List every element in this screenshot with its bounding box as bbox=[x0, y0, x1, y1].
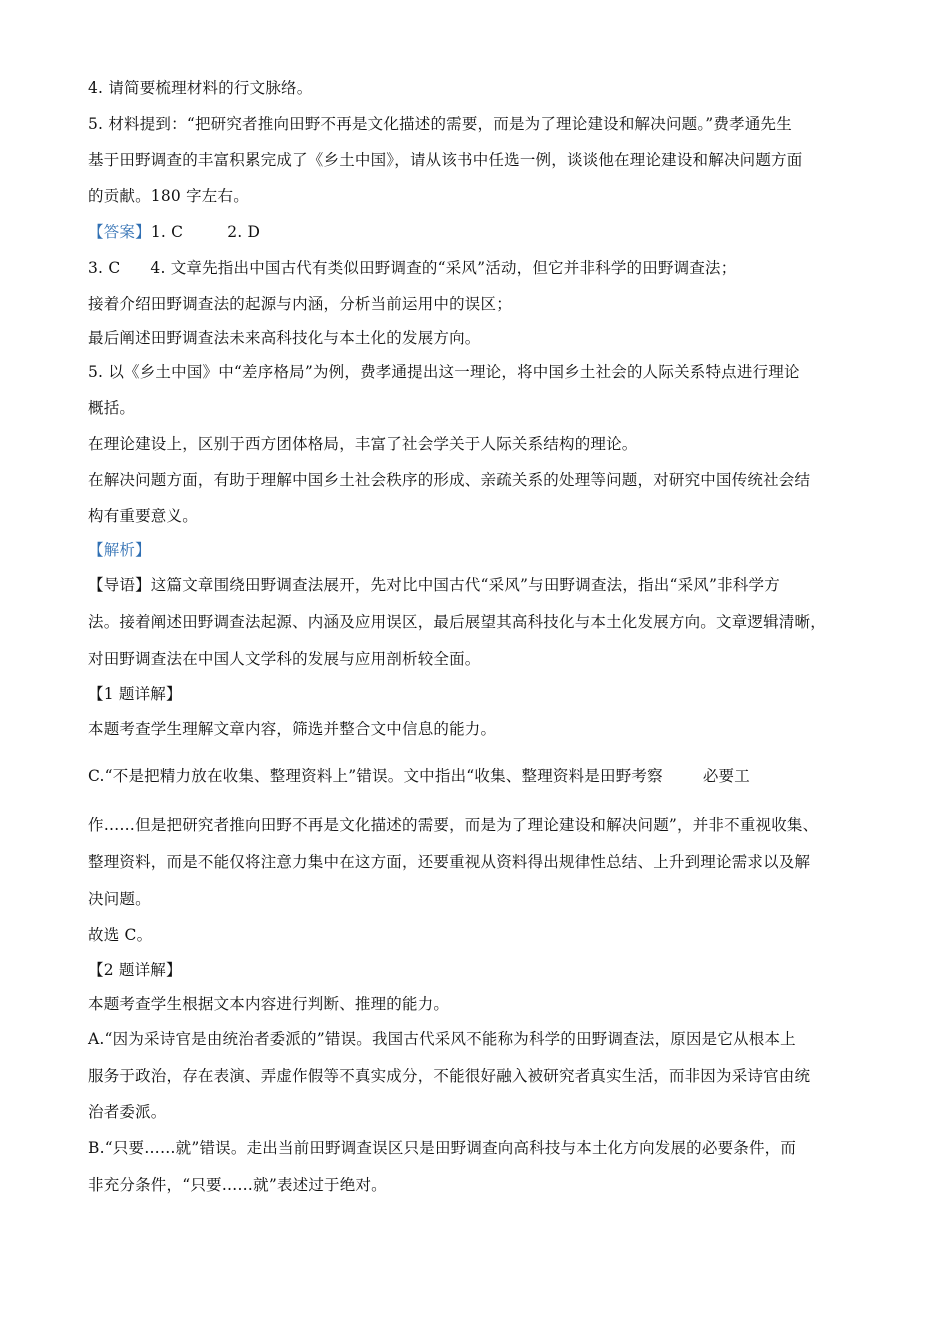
answer-row-1 bbox=[88, 222, 260, 242]
answer-4-line-2: 接着介绍田野调查法的起源与内涵，分析当前运用中的误区； bbox=[88, 295, 512, 313]
answer-4-line-3: 最后阐述田野调查法未来高科技化与本土化的发展方向。 bbox=[88, 329, 481, 347]
answer-3: 3. C bbox=[88, 259, 121, 277]
answer-5-line-2: 概括。 bbox=[88, 399, 136, 417]
question-5-line-1: 5. 材料提到：“把研究者推向田野不再是文化描述的需要，而是为了理论建设和解决问题。”费孝通先生 bbox=[88, 115, 792, 133]
question-5-line-2: 基于田野调查的丰富积累完成了《乡土中国》，请从该书中任选一例，谈谈他在理论建设和解决问题方面 bbox=[88, 151, 803, 169]
detail-2-title: 【2 题详解】 bbox=[88, 961, 182, 979]
answer-row-2 bbox=[88, 258, 736, 278]
answer-1: 1. C bbox=[150, 223, 184, 241]
detail-1-option-c-line-4: 决问题。 bbox=[88, 890, 151, 908]
detail-2-option-b-line-1: B.“只要……就”错误。走出当前田野调查误区只是田野调查向高科技与本土化方向发展的必要条件，而 bbox=[88, 1139, 797, 1157]
detail-2-option-a-line-3: 治者委派。 bbox=[88, 1103, 167, 1121]
detail-1-option-c-line-1-main: C.“不是把精力放在收集、整理资料上”错误。文中指出“收集、整理资料是田野考察 bbox=[88, 767, 663, 785]
answer-2: 2. D bbox=[227, 223, 261, 241]
question-4: 4. 请简要梳理材料的行文脉络。 bbox=[88, 79, 313, 97]
detail-2-option-b-line-2: 非充分条件，“只要……就”表述过于绝对。 bbox=[88, 1176, 387, 1194]
answer-5-line-4: 在解决问题方面，有助于理解中国乡土社会秩序的形成、亲疏关系的处理等问题，对研究中国传统社会结 bbox=[88, 471, 811, 489]
detail-1-option-c-line-3: 整理资料，而是不能仅将注意力集中在这方面，还要重视从资料得出规律性总结、上升到理论需求以及解 bbox=[88, 853, 811, 871]
answer-tag: 【答案】 bbox=[88, 223, 151, 241]
answer-5-line-5: 构有重要意义。 bbox=[88, 507, 198, 525]
detail-1-option-c-line-2: 作……但是把研究者推向田野不再是文化描述的需要，而是为了理论建设和解决问题”，并非不重视收集、 bbox=[88, 816, 819, 834]
detail-2-intro: 本题考查学生根据文本内容进行判断、推理的能力。 bbox=[88, 995, 450, 1013]
detail-1-option-c-line-1 bbox=[88, 766, 750, 786]
answer-5-line-1: 5. 以《乡土中国》中“差序格局”为例，费孝通提出这一理论，将中国乡土社会的人际关系特点进行理论 bbox=[88, 363, 800, 381]
answer-5-line-3: 在理论建设上，区别于西方团体格局，丰富了社会学关于人际关系结构的理论。 bbox=[88, 435, 638, 453]
guide-line-3: 对田野调查法在中国人文学科的发展与应用剖析较全面。 bbox=[88, 650, 481, 668]
detail-1-choice: 故选 C。 bbox=[88, 926, 153, 944]
guide-line-1: 【导语】这篇文章围绕田野调查法展开，先对比中国古代“采风”与田野调查法，指出“采风”非科学方 bbox=[88, 576, 780, 594]
detail-1-intro: 本题考查学生理解文章内容，筛选并整合文中信息的能力。 bbox=[88, 720, 497, 738]
question-5-line-3: 的贡献。180 字左右。 bbox=[88, 187, 249, 205]
analysis-tag: 【解析】 bbox=[88, 541, 151, 559]
detail-1-title: 【1 题详解】 bbox=[88, 685, 182, 703]
detail-2-option-a-line-1: A.“因为采诗官是由统治者委派的”错误。我国古代采风不能称为科学的田野调查法，原因是它从根本上 bbox=[88, 1030, 796, 1048]
guide-line-2: 法。接着阐述田野调查法起源、内涵及应用误区，最后展望其高科技化与本土化发展方向。文章逻辑清晰， bbox=[88, 613, 826, 631]
answer-4-line-1: 4. 文章先指出中国古代有类似田野调查的“采风”活动，但它并非科学的田野调查法； bbox=[150, 259, 737, 277]
detail-2-option-a-line-2: 服务于政治，存在表演、弄虚作假等不真实成分，不能很好融入被研究者真实生活，而非因为采诗官由统 bbox=[88, 1067, 811, 1085]
detail-1-option-c-line-1-tail: 必要工 bbox=[702, 767, 750, 785]
